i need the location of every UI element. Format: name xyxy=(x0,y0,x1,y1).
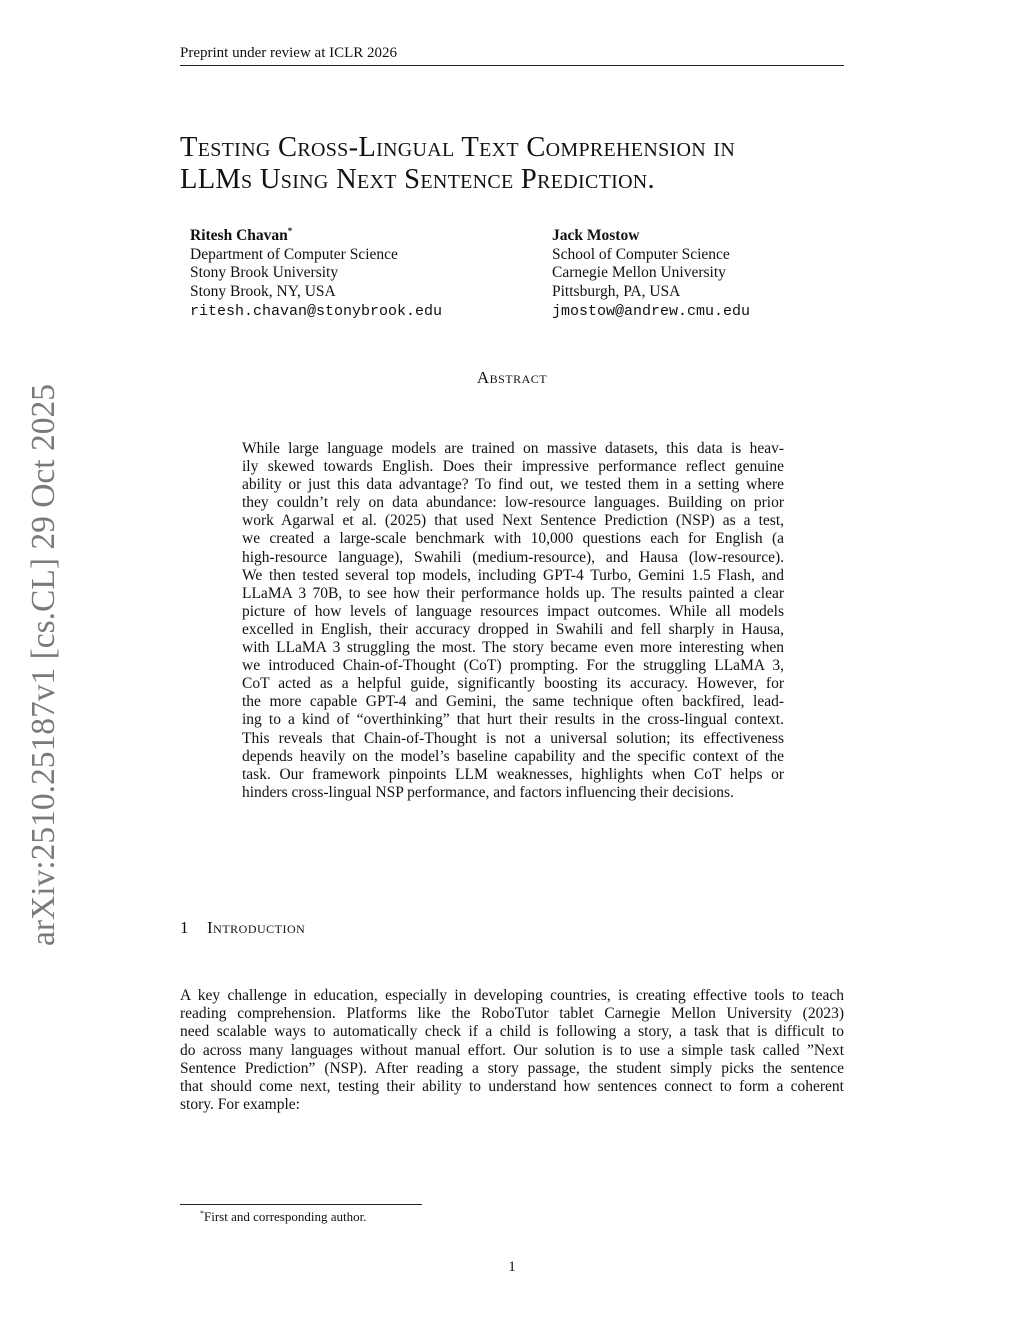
author-affiliation: Stony Brook University xyxy=(190,264,339,282)
intro-line: reading comprehension. Platforms like the RoboTutor tablet Carnegie Mellon University (2023) xyxy=(180,1005,844,1023)
intro-line: A key challenge in education, especially in developing countries, is creating effective tools to teach xyxy=(180,987,844,1004)
intro-line: need scalable ways to automatically check if a child is following a story, a task that is difficult to xyxy=(180,1023,844,1041)
author-affiliation: Pittsburgh, PA, USA xyxy=(552,283,681,301)
author-block xyxy=(552,227,750,322)
author-affiliation: Carnegie Mellon University xyxy=(552,264,726,282)
abstract-line: This reveals that Chain-of-Thought is not a universal solution; its effectiveness xyxy=(242,729,784,747)
abstract-line: depends heavily on the model’s baseline capability and the specific context of the xyxy=(242,747,784,765)
title-line: Testing Cross-Lingual Text Comprehension in xyxy=(180,132,736,163)
section-number: 1 xyxy=(180,918,189,937)
page-number: 1 xyxy=(508,1259,516,1275)
abstract-heading: Abstract xyxy=(476,368,548,387)
intro-line: that should come next, testing their ability to understand how sentences connect to form a coherent xyxy=(180,1078,844,1096)
abstract-body xyxy=(242,440,784,802)
abstract-line: with LLaMA 3 struggling the most. The story became even more interesting when xyxy=(242,639,784,657)
abstract-line: While large language models are trained on massive datasets, this data is heav- xyxy=(242,440,784,457)
abstract-line: work Agarwal et al. (2025) that used Next Sentence Prediction (NSP) as a test, xyxy=(242,512,784,530)
intro-line: do across many languages without manual effort. Our solution is to use a simple task called ”Next xyxy=(180,1041,844,1059)
abstract-line: We then tested several top models, including GPT-4 Turbo, Gemini 1.5 Flash, and xyxy=(242,566,784,584)
footnote xyxy=(200,1209,366,1225)
abstract-line: we introduced Chain-of-Thought (CoT) prompting. For the struggling LLaMA 3, xyxy=(242,657,784,675)
author-affiliation: Department of Computer Science xyxy=(190,245,398,263)
abstract-line: ability or just this data advantage? To find out, we tested them in a setting where xyxy=(242,476,784,494)
author-name: Ritesh Chavan* xyxy=(190,226,293,244)
section-heading xyxy=(180,918,305,938)
intro-line: story. For example: xyxy=(180,1096,300,1114)
abstract-line: they couldn’t rely on data abundance: low-resource languages. Building on prior xyxy=(242,494,784,512)
footnote-marker: * xyxy=(200,1209,204,1218)
abstract-line: hinders cross-lingual NSP performance, and factors influencing their decisions. xyxy=(242,783,734,801)
intro-paragraph xyxy=(180,987,844,1114)
abstract-line: task. Our framework pinpoints LLM weaknesses, highlights when CoT helps or xyxy=(242,765,784,783)
abstract-line: LLaMA 3 70B, to see how their performance holds up. The results painted a clear xyxy=(242,584,784,602)
abstract-line: we created a large-scale benchmark with 10,000 questions each for English (a xyxy=(242,530,784,548)
abstract-line: ing to a kind of “overthinking” that hurt their results in the cross-lingual context. xyxy=(242,711,784,729)
footnote-rule xyxy=(180,1204,422,1205)
author-affiliation: Stony Brook, NY, USA xyxy=(190,283,336,301)
section-title: Introduction xyxy=(207,918,306,937)
abstract-line: high-resource language), Swahili (medium-resource), and Hausa (low-resource). xyxy=(242,548,784,566)
abstract-line: picture of how levels of language resources impact outcomes. While all models xyxy=(242,602,784,620)
running-header: Preprint under review at ICLR 2026 xyxy=(180,44,844,66)
footnote-text: First and corresponding author. xyxy=(204,1209,367,1224)
author-email[interactable]: ritesh.chavan@stonybrook.edu xyxy=(190,302,443,320)
abstract-line: ily skewed towards English. Does their impressive performance reflect genuine xyxy=(242,458,784,476)
author-block xyxy=(190,227,442,322)
abstract-line: CoT acted as a helpful guide, significantly boosting its accuracy. However, for xyxy=(242,675,784,693)
paper-title xyxy=(180,132,880,196)
author-affiliation: School of Computer Science xyxy=(552,245,730,263)
title-line: LLMs Using Next Sentence Prediction. xyxy=(180,164,655,195)
author-email[interactable]: jmostow@andrew.cmu.edu xyxy=(552,302,751,320)
footnote-marker: * xyxy=(287,226,293,236)
author-name: Jack Mostow xyxy=(552,227,640,244)
abstract-line: excelled in English, their accuracy dropped in Swahili and fell sharply in Hausa, xyxy=(242,620,784,638)
abstract-line: the more capable GPT-4 and Gemini, the same technique often backfired, lead- xyxy=(242,693,784,711)
intro-line: Sentence Prediction” (NSP). After reading a story passage, the student simply picks the sentence xyxy=(180,1059,844,1077)
arxiv-stamp: arXiv:2510.25187v1 [cs.CL] 29 Oct 2025 xyxy=(25,384,62,946)
